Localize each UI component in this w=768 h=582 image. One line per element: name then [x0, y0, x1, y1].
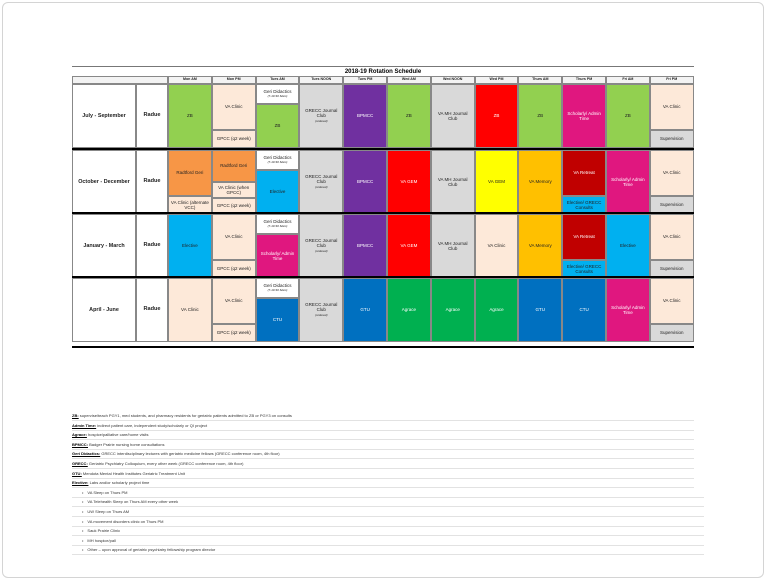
- cell-label: GTU: [535, 307, 546, 313]
- legend-entry: [72, 421, 694, 431]
- row-divider: [72, 212, 694, 214]
- cell-label: Elective: [182, 243, 198, 249]
- schedule-cell: [475, 150, 519, 214]
- schedule-grid: [72, 76, 694, 409]
- column-header-label: Wed AM: [401, 77, 416, 82]
- schedule-cell: [650, 324, 694, 342]
- cell-label: VA Clinic: [662, 104, 681, 110]
- legend-bullet: [72, 488, 704, 498]
- cell-label: Scholarly/ Admin Time: [611, 176, 645, 187]
- column-header: [518, 76, 562, 84]
- legend-term: ZB:: [72, 413, 79, 418]
- schedule-cell: [168, 278, 212, 342]
- column-header: [256, 76, 300, 84]
- legend-bullet: [72, 497, 704, 507]
- person-name: [136, 278, 168, 342]
- schedule-cell: [212, 130, 256, 148]
- didactics-time: (ordered): [315, 118, 328, 123]
- didactics-label: GRECC Journal Club: [305, 173, 338, 185]
- schedule-cell: [606, 84, 650, 148]
- schedule-cell: [387, 84, 431, 148]
- cell-label: Scholarly/ Admin Time: [611, 304, 645, 315]
- cell-label: Supervision: [659, 136, 684, 142]
- person-text: Radue: [143, 306, 161, 313]
- cell-label: VA Clinic: [224, 234, 243, 240]
- column-header-label: Thurs AM: [532, 77, 549, 82]
- cell-label: Supervision: [659, 266, 684, 272]
- column-header-label: Mon AM: [182, 77, 197, 82]
- rotation-schedule-document: [72, 66, 694, 553]
- schedule-cell: [518, 278, 562, 342]
- legend-entry: [72, 411, 694, 421]
- cell-label: Elective: [269, 189, 286, 195]
- schedule-cell: [562, 278, 606, 342]
- legend-bullet-text: VA Telehealth Sleep on Thurs AM every other week: [87, 499, 179, 505]
- column-header-label: Tues PM: [357, 77, 373, 82]
- schedule-cell: [168, 214, 212, 278]
- didactics-time: (7-10:30 Slam): [267, 160, 288, 164]
- column-header-label: Fri PM: [666, 77, 678, 82]
- schedule-cell: [343, 214, 387, 278]
- cell-label: Supervision: [659, 330, 684, 336]
- legend-description: Mendota Mental Health Institutes Geriatric Treatment Unit: [82, 470, 185, 476]
- schedule-cell: [212, 182, 256, 198]
- cell-label: VA MH Journal Club: [437, 240, 468, 251]
- schedule-cell: [256, 104, 300, 148]
- cell-label: Elective: [620, 243, 636, 249]
- geri-didactics-cell: [256, 150, 300, 170]
- schedule-cell: [606, 150, 650, 214]
- period-label: [72, 214, 136, 278]
- cell-label: BPMCC: [356, 243, 374, 249]
- schedule-cell: [212, 150, 256, 182]
- schedule-cell: [650, 84, 694, 130]
- schedule-cell: [212, 84, 256, 130]
- geri-didactics-cell: [299, 150, 343, 214]
- cell-label: VA Retreat: [573, 170, 595, 176]
- column-header: [343, 76, 387, 84]
- schedule-cell: [475, 84, 519, 148]
- didactics-time: (ordered): [315, 184, 328, 189]
- didactics-label: Geri Didactics: [263, 282, 292, 288]
- schedule-cell: [650, 278, 694, 324]
- column-header: [650, 76, 694, 84]
- row-divider: [72, 148, 694, 150]
- person-name: [136, 84, 168, 148]
- didactics-time: (ordered): [315, 312, 328, 317]
- cell-label: VA Clinic: [224, 104, 243, 110]
- didactics-label: GRECC Journal Club: [305, 237, 338, 249]
- period-text: April - June: [89, 306, 119, 313]
- cell-label: VA Clinic: [224, 298, 243, 304]
- legend-bullet-text: Sauk Prairie Clinic: [87, 528, 121, 534]
- legend-bullet-text: MH hospice/pall: [87, 537, 116, 543]
- legend-entry: [72, 449, 694, 459]
- legend-term: Elective:: [72, 480, 89, 486]
- cell-label: Agrace: [445, 307, 460, 313]
- legend-term: Geri Didactics:: [72, 451, 101, 457]
- legend-description: Geriatric Psychiatry Colloquium, every other week (GRECC conference room, 4th floor): [88, 461, 244, 466]
- column-header-label: Mon PM: [226, 77, 241, 82]
- period-text: July - September: [82, 112, 126, 119]
- schedule-cell: [431, 150, 475, 214]
- cell-label: VA Memory: [528, 243, 552, 249]
- cell-label: ZB: [537, 113, 544, 119]
- didactics-time: (7-10:30 Slam): [267, 224, 288, 228]
- schedule-cell: [562, 84, 606, 148]
- legend-bullet: [72, 517, 704, 527]
- legend-description: Labs and/or scholarly project time: [89, 480, 150, 486]
- person-text: Radue: [143, 242, 161, 249]
- schedule-cell: [562, 150, 606, 196]
- legend-term: BPMCC:: [72, 441, 88, 447]
- person-name: [136, 150, 168, 214]
- didactics-time: (7-10:30 Slam): [267, 94, 288, 98]
- schedule-cell: [343, 278, 387, 342]
- schedule-cell: [387, 150, 431, 214]
- column-header: [431, 76, 475, 84]
- didactics-label: Geri Didactics: [263, 218, 292, 224]
- cell-label: VA GEM: [488, 179, 505, 185]
- schedule-cell: [475, 214, 519, 278]
- schedule-cell: [518, 214, 562, 278]
- cell-label: VA MH Journal Club: [437, 176, 468, 187]
- cell-label: CTU: [272, 317, 283, 323]
- schedule-cell: [212, 324, 256, 342]
- geri-didactics-cell: [256, 214, 300, 234]
- legend-bullet: [72, 526, 704, 536]
- schedule-cell: [606, 214, 650, 278]
- schedule-cell: [431, 84, 475, 148]
- cell-label: VA Clinic: [662, 234, 681, 240]
- cell-label: Radtford Geri: [176, 170, 204, 176]
- cell-label: ZB: [406, 113, 412, 119]
- schedule-cell: [343, 84, 387, 148]
- column-header-label: Wed PM: [489, 77, 504, 82]
- schedule-cell: [431, 278, 475, 342]
- column-header: [299, 76, 343, 84]
- column-header-label: Tues NOON: [311, 77, 332, 82]
- cell-label: Elective/ GRECC Consults: [566, 263, 602, 274]
- column-header-label: Wed NOON: [443, 77, 463, 82]
- cell-label: VA Retreat: [573, 234, 595, 240]
- person-text: Radue: [143, 112, 161, 119]
- column-header: [212, 76, 256, 84]
- didactics-label: Geri Didactics: [263, 154, 292, 160]
- schedule-cell: [168, 84, 212, 148]
- column-header-label: Tues AM: [270, 77, 285, 82]
- schedule-title: 2018-19 Rotation Schedule: [72, 66, 694, 77]
- grid-bottom-rule: [72, 346, 694, 348]
- cell-label: VA Clinic: [487, 243, 506, 249]
- didactics-label: Geri Didactics: [263, 88, 292, 94]
- cell-label: VA Clinic (alternate VCC): [170, 199, 209, 210]
- cell-label: GPCC (q2 week): [216, 203, 251, 209]
- period-label: [72, 278, 136, 342]
- legend-bullet-text: VA Sleep on Thurs PM: [87, 489, 128, 495]
- cell-label: VA GEM: [400, 243, 418, 249]
- cell-label: BPMCC: [356, 179, 374, 185]
- column-header-label: Thurs PM: [575, 77, 593, 82]
- geri-didactics-cell: [299, 214, 343, 278]
- cell-label: BPMCC: [356, 113, 374, 119]
- schedule-cell: [387, 214, 431, 278]
- legend-entry: [72, 459, 694, 469]
- geri-didactics-cell: [256, 278, 300, 298]
- cell-label: Elective/ GRECC Consults: [566, 199, 602, 210]
- legend-term: Agrace:: [72, 432, 87, 438]
- schedule-cell: [168, 150, 212, 196]
- cell-label: CTU: [579, 307, 589, 313]
- legend-entry: [72, 478, 694, 488]
- legend-bullet: [72, 536, 704, 546]
- cell-label: Agrace: [401, 307, 417, 313]
- cell-label: ZB: [493, 113, 500, 119]
- row-divider: [72, 276, 694, 278]
- legend-description: GRECC interdisciplinary lectures with geriatric medicine fellows (GRECC conference room, 4th floor): [101, 451, 280, 457]
- column-header: [387, 76, 431, 84]
- column-header: [168, 76, 212, 84]
- person-text: Radue: [143, 178, 161, 185]
- schedule-cell: [256, 234, 300, 278]
- legend-term: Admin Time:: [72, 422, 97, 428]
- cell-label: GPCC (q2 week): [216, 330, 251, 336]
- schedule-cell: [650, 214, 694, 260]
- schedule-cell: [562, 214, 606, 260]
- legend-entry: [72, 469, 694, 479]
- cell-label: Scholarly/ Admin Time: [260, 250, 295, 261]
- legend-bullet: [72, 545, 704, 555]
- cell-label: VA MH Journal Club: [437, 110, 468, 121]
- didactics-time: (ordered): [315, 248, 328, 253]
- cell-label: VA Memory: [528, 179, 552, 185]
- cell-label: VA Clinic (when GPCC): [218, 184, 250, 195]
- legend-description: hospice/palliative care/home visits: [88, 432, 149, 438]
- schedule-cell: [518, 150, 562, 214]
- didactics-label: GRECC Journal Club: [305, 107, 338, 119]
- person-name: [136, 214, 168, 278]
- legend-bullet-text: Other – upon approval of geriatric psychiatry fellowship program director: [87, 547, 216, 553]
- schedule-cell: [650, 150, 694, 196]
- period-label: [72, 84, 136, 148]
- schedule-cell: [431, 214, 475, 278]
- schedule-cell: [606, 278, 650, 342]
- column-header-label: Fri AM: [622, 77, 634, 82]
- didactics-time: (7-10:30 Slam): [267, 288, 288, 292]
- cell-label: ZB: [274, 123, 281, 129]
- cell-label: Supervision: [659, 202, 684, 208]
- schedule-cell: [475, 278, 519, 342]
- schedule-cell: [343, 150, 387, 214]
- legend-entry: [72, 430, 694, 440]
- legend-bullet-text: UW Sleep on Thurs AM: [87, 509, 130, 514]
- geri-didactics-cell: [299, 278, 343, 342]
- legend-term: GTU:: [72, 470, 82, 476]
- schedule-cell: [387, 278, 431, 342]
- cell-label: GTU: [360, 307, 370, 313]
- legend-description: supervise/teach PGY1, med students, and pharmacy residents for geriatric patients admitted to ZB or PGY3 on consults: [79, 413, 292, 418]
- header-blank: [72, 76, 168, 84]
- schedule-cell: [518, 84, 562, 148]
- schedule-cell: [256, 298, 300, 342]
- legend-description: Badger Prairie nursing home consultations: [89, 441, 165, 447]
- column-header: [562, 76, 606, 84]
- cell-label: GPCC (q2 week): [216, 266, 251, 272]
- legend-bullet: [72, 507, 704, 517]
- cell-label: VA Clinic: [662, 170, 681, 176]
- legend-term: GRECC:: [72, 461, 88, 466]
- cell-label: ZB: [187, 113, 193, 119]
- cell-label: VA Clinic: [181, 307, 199, 313]
- geri-didactics-cell: [299, 84, 343, 148]
- cell-label: Scholarly/ Admin Time: [567, 110, 601, 121]
- schedule-cell: [212, 214, 256, 260]
- cell-label: GPCC (q2 week): [216, 136, 251, 142]
- period-text: January - March: [83, 242, 125, 249]
- schedule-cell: [650, 130, 694, 148]
- legend-bullet-text: VA movement disorders clinic on Thurs PM: [87, 518, 164, 524]
- cell-label: VA GEM: [400, 179, 418, 185]
- schedule-cell: [256, 170, 300, 214]
- cell-label: Agrace: [489, 307, 504, 313]
- period-label: [72, 150, 136, 214]
- cell-label: VA Clinic: [662, 298, 681, 304]
- legend-description: indirect patient care, independent study/scholarly or QI project: [97, 422, 208, 428]
- column-header: [606, 76, 650, 84]
- column-header: [475, 76, 519, 84]
- cell-label: ZB: [625, 113, 631, 119]
- legend-entry: [72, 440, 694, 450]
- cell-label: Radtford Geri: [220, 163, 248, 169]
- period-text: October - December: [78, 178, 130, 185]
- geri-didactics-cell: [256, 84, 300, 104]
- didactics-label: GRECC Journal Club: [305, 301, 338, 313]
- schedule-cell: [212, 278, 256, 324]
